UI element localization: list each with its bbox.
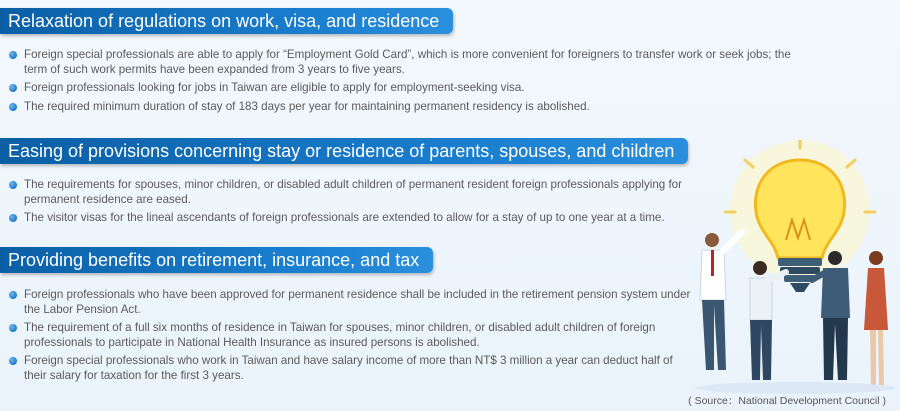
bullet-dot-icon xyxy=(9,51,17,59)
section-header-family: Easing of provisions concerning stay or residence of parents, spouses, and children xyxy=(0,138,688,164)
bullet-list-benefits xyxy=(8,288,698,388)
bullet-list-family xyxy=(8,178,708,230)
person-right-icon xyxy=(864,251,888,385)
list-item: Foreign special professionals are able to apply for “Employment Gold Card”, which is more convenient for foreigners to transfer work or seek jobs; the term of such work permits have been expanded from 3 years to five years. xyxy=(8,48,798,77)
bullet-dot-icon xyxy=(9,291,17,299)
bullet-dot-icon xyxy=(9,357,17,365)
list-item: Foreign professionals who have been approved for permanent residence shall be included in the retirement pension system under the Labor Pension Act. xyxy=(8,288,698,317)
list-item: The requirements for spouses, minor children, or disabled adult children of permanent resident foreign professionals applying for permanent residence are eased. xyxy=(8,178,708,207)
list-item: The required minimum duration of stay of 183 days per year for maintaining permanent residency is abolished. xyxy=(8,100,798,115)
bullet-dot-icon xyxy=(9,324,17,332)
person-middle-left-icon xyxy=(750,261,786,380)
lightbulb-team-illustration xyxy=(690,140,900,400)
person-left-icon xyxy=(700,232,742,370)
bullet-dot-icon xyxy=(9,103,17,111)
source-note: ( Source：National Development Council ) xyxy=(688,395,886,407)
bullet-list-regulations xyxy=(8,48,798,118)
section-header-regulations: Relaxation of regulations on work, visa, and residence xyxy=(0,8,453,34)
list-item: Foreign professionals looking for jobs in Taiwan are eligible to apply for employment-seeking visa. xyxy=(8,81,798,96)
bullet-dot-icon xyxy=(9,84,17,92)
bullet-dot-icon xyxy=(9,214,17,222)
section-header-benefits: Providing benefits on retirement, insurance, and tax xyxy=(0,247,433,273)
list-item: The visitor visas for the lineal ascendants of foreign professionals are extended to allow for a stay of up to one year at a time. xyxy=(8,211,708,226)
list-item: Foreign special professionals who work in Taiwan and have salary income of more than NT$ 3 million a year can deduct half of their salary for taxation for the first 3 years. xyxy=(8,354,698,383)
bullet-dot-icon xyxy=(9,181,17,189)
list-item: The requirement of a full six months of residence in Taiwan for spouses, minor children, or disabled adult children of foreign professionals to participate in National Health Insurance as insured persons is abolished. xyxy=(8,321,698,350)
